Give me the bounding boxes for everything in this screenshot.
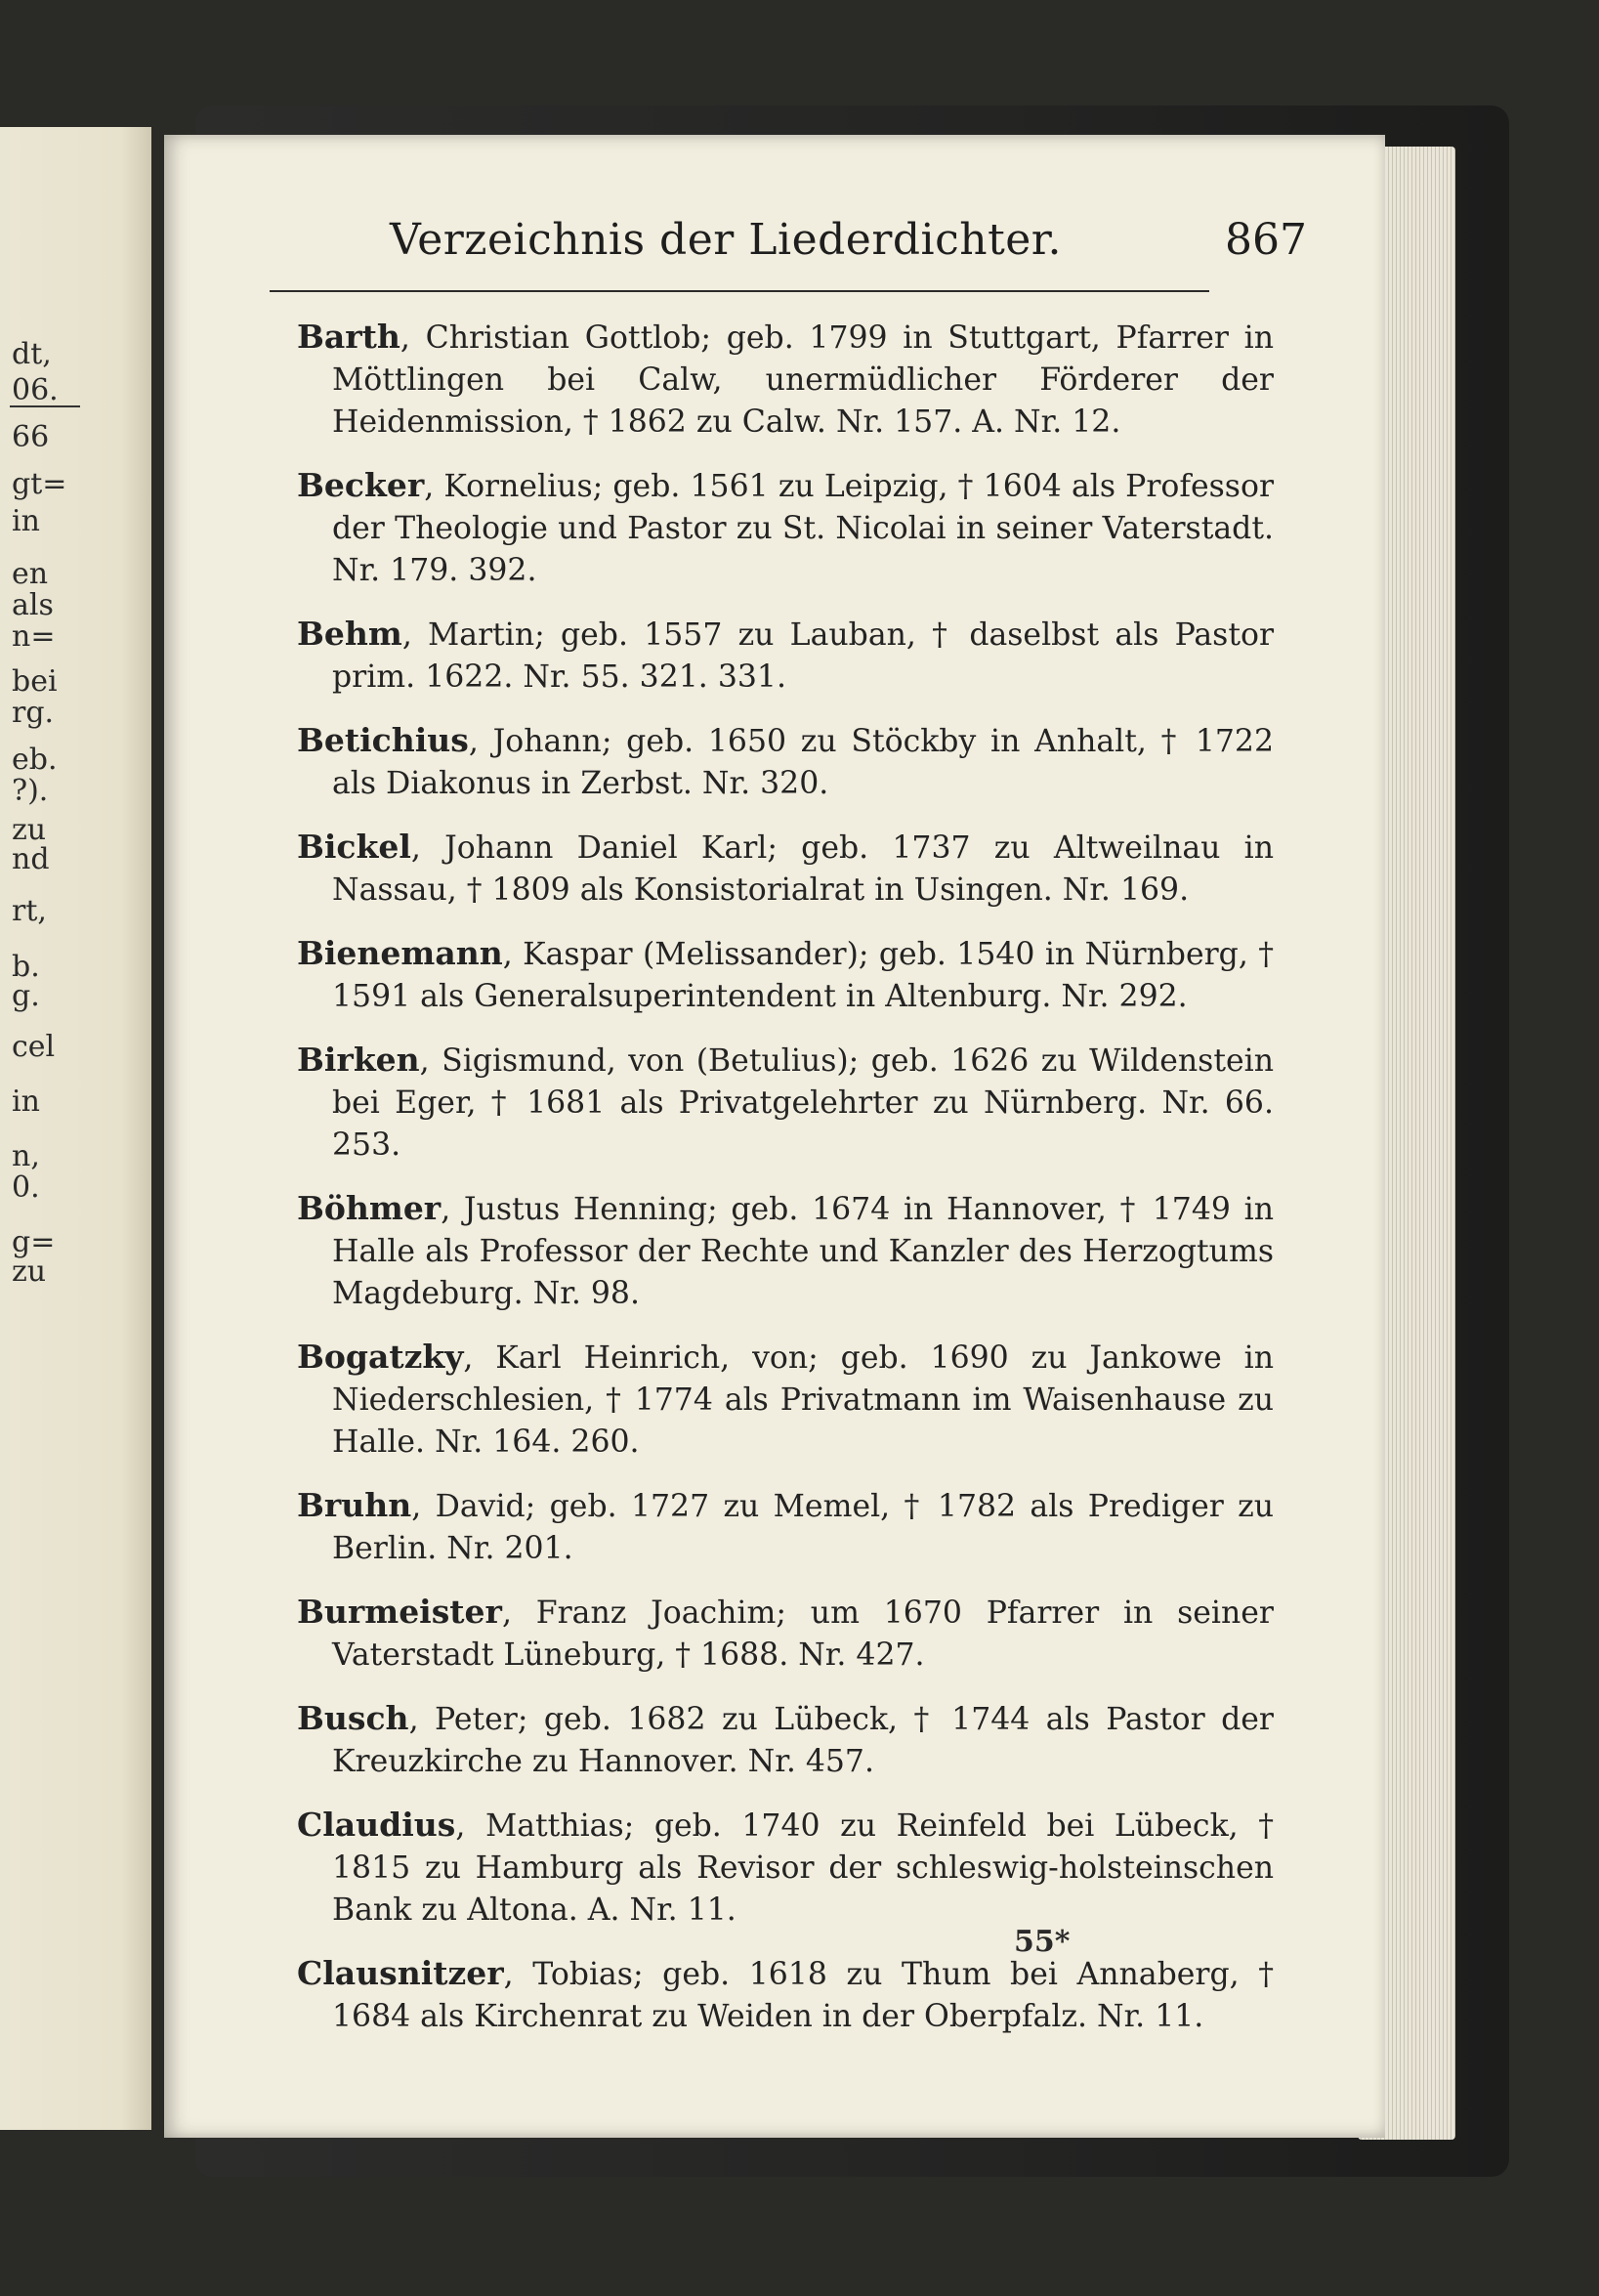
poet-entry (297, 719, 1274, 805)
running-head (262, 215, 1307, 274)
poet-name: Busch (297, 1699, 409, 1737)
poet-details: , Johann Daniel Karl; geb. 1737 zu Altweilnau in Nassau, † 1809 als Konsistorialrat in Usingen. Nr. 169. (332, 830, 1274, 908)
poet-entry (297, 1039, 1274, 1167)
poet-entry (297, 932, 1274, 1018)
poet-name: Burmeister (297, 1593, 502, 1631)
left-page-fragment: 0. (12, 1170, 40, 1205)
poet-name: Bickel (297, 828, 411, 866)
poet-name: Bruhn (297, 1486, 412, 1524)
poet-details: , Kornelius; geb. 1561 zu Leipzig, † 1604 als Professor der Theologie und Pastor zu St. Nicolai in seiner Vaterstadt. Nr. 179. 392. (332, 469, 1274, 588)
poet-name: Clausnitzer (297, 1954, 504, 1992)
left-page-fragment: 66 (12, 420, 50, 454)
poet-entry (297, 1952, 1274, 2038)
poet-details: , Martin; geb. 1557 zu Lauban, † daselbst als Pastor prim. 1622. Nr. 55. 321. 331. (332, 617, 1274, 695)
poet-entry (297, 1591, 1274, 1677)
left-page-fragment: 06. (12, 373, 59, 407)
left-page-fragment: ?). (12, 774, 49, 808)
poet-entry (297, 1804, 1274, 1932)
left-page-fragment: b. (12, 950, 40, 984)
poet-details: , Peter; geb. 1682 zu Lübeck, † 1744 als Pastor der Kreuzkirche zu Hannover. Nr. 457. (332, 1702, 1274, 1779)
signature-mark: 55* (1014, 1925, 1071, 1959)
poet-details: , Matthias; geb. 1740 zu Reinfeld bei Lübeck, † 1815 zu Hamburg als Revisor der schleswig-holsteinschen Bank zu Altona. A. Nr. 11. (332, 1808, 1274, 1928)
left-page-fragment: nd (12, 842, 50, 876)
poet-entry (297, 1697, 1274, 1783)
poet-entry (297, 613, 1274, 699)
poet-details: , Franz Joachim; um 1670 Pfarrer in seiner Vaterstadt Lüneburg, † 1688. Nr. 427. (332, 1595, 1274, 1673)
poet-name: Barth (297, 318, 400, 356)
page-number: 867 (1225, 215, 1307, 265)
left-page-fragment: gt= (12, 467, 67, 501)
left-page-fragment: g. (12, 979, 40, 1013)
left-page-fragment: als (12, 588, 54, 622)
right-page (164, 135, 1385, 2138)
left-page-fragment: en (12, 557, 49, 591)
left-page-fragment: in (12, 1084, 40, 1119)
poet-name: Böhmer (297, 1189, 442, 1227)
poet-details: , Justus Henning; geb. 1674 in Hannover, † 1749 in Halle als Professor der Rechte und Kanzler des Herzogtums Magdeburg. Nr. 98. (332, 1192, 1274, 1311)
poet-details: , David; geb. 1727 zu Memel, † 1782 als Prediger zu Berlin. Nr. 201. (332, 1489, 1274, 1566)
poet-entry (297, 1484, 1274, 1570)
poet-entry (297, 826, 1274, 912)
poet-details: , Christian Gottlob; geb. 1799 in Stuttgart, Pfarrer in Möttlingen bei Calw, unermüdlicher Förderer der Heidenmission, † 1862 zu Calw. Nr. 157. A. Nr. 12. (332, 320, 1274, 440)
header-rule (270, 290, 1209, 292)
poet-index-list (297, 316, 1274, 2059)
poet-details: , Johann; geb. 1650 zu Stöckby in Anhalt, † 1722 als Diakonus in Zerbst. Nr. 320. (332, 724, 1274, 801)
poet-details: , Sigismund, von (Betulius); geb. 1626 zu Wildenstein bei Eger, † 1681 als Privatgelehrter zu Nürnberg. Nr. 66. 253. (332, 1043, 1274, 1163)
poet-details: , Tobias; geb. 1618 zu Thum bei Annaberg, † 1684 als Kirchenrat zu Weiden in der Oberpfalz. Nr. 11. (332, 1957, 1274, 2034)
left-page-fragment: dt, (12, 337, 52, 371)
poet-name: Betichius (297, 721, 469, 759)
poet-entry (297, 1336, 1274, 1464)
left-page-fragment: n, (12, 1139, 40, 1173)
poet-entry (297, 1187, 1274, 1315)
poet-name: Bienemann (297, 934, 503, 972)
left-page-fragment: bei (12, 664, 58, 699)
left-page (0, 127, 151, 2130)
poet-name: Birken (297, 1041, 420, 1079)
poet-name: Bogatzky (297, 1338, 464, 1376)
left-page-fragment: cel (12, 1030, 56, 1064)
poet-entry (297, 316, 1274, 444)
left-page-fragment: zu (12, 1254, 47, 1289)
poet-entry (297, 464, 1274, 592)
poet-details: , Karl Heinrich, von; geb. 1690 zu Jankowe in Niederschlesien, † 1774 als Privatmann im Waisenhause zu Halle. Nr. 164. 260. (332, 1340, 1274, 1460)
poet-name: Behm (297, 615, 402, 653)
left-page-fragment: in (12, 504, 40, 538)
poet-name: Becker (297, 466, 425, 504)
left-page-fragment: rg. (12, 696, 55, 730)
left-page-fragment: n= (12, 619, 56, 654)
poet-name: Claudius (297, 1806, 456, 1844)
left-page-fragment: g= (12, 1225, 56, 1259)
left-page-fragment: eb. (12, 743, 58, 777)
left-page-fragment: rt, (12, 894, 47, 928)
left-page-fragment: zu (12, 813, 47, 847)
page-title: Verzeichnis der Liederdichter. (390, 215, 1062, 265)
poet-details: , Kaspar (Melissander); geb. 1540 in Nürnberg, † 1591 als Generalsuperintendent in Altenburg. Nr. 292. (332, 937, 1274, 1014)
